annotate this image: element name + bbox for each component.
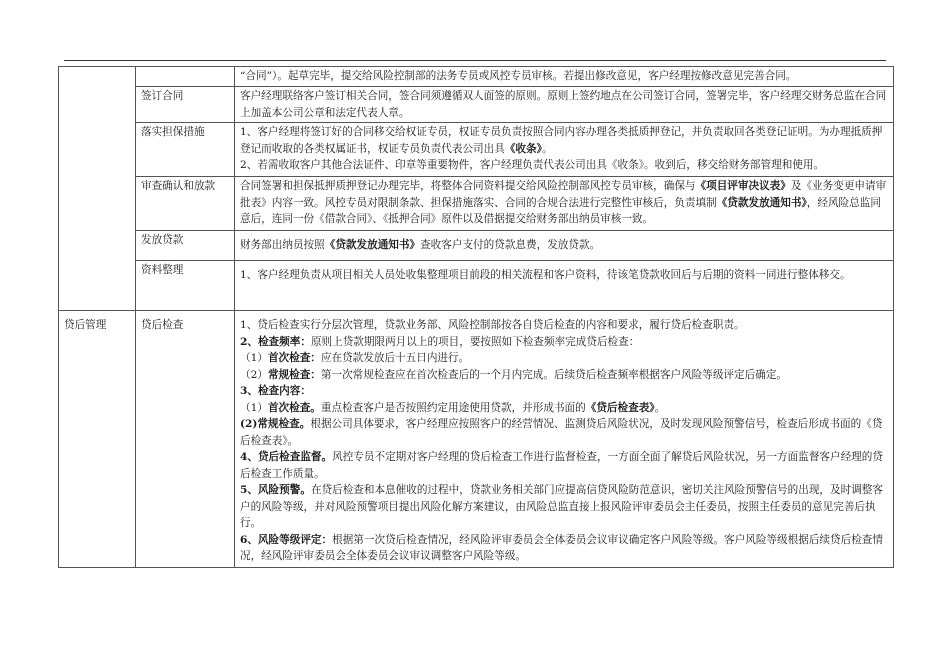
table-row [59,67,894,87]
step-cell [136,311,235,568]
text-segment: 。 [541,142,553,155]
content-paragraph [240,88,888,121]
content-paragraph [240,157,888,174]
bold-text-segment: 首次检查。 [267,401,321,414]
table-row [59,311,894,568]
content-cell [235,261,894,311]
content-paragraph [240,237,888,254]
phase-cell [59,311,136,568]
bold-text-segment: 《贷款发放通知书》 [324,239,421,252]
text-segment: “合同”）。起草完毕，提交给风险控制部的法务专员或风控专员审核。若提出修改意见，客户经理按修改意见完善合同。 [240,70,797,82]
text-segment: 1、贷后检查实行分层次管理，贷款业务部、风险控制部按各自贷后检查的内容和要求，履行贷后检查职责。 [240,319,745,331]
text-segment: 原则上贷款期限两月以上的项目，要按照如下检查频率完成贷后检查： [310,335,640,348]
text-segment: 根据第一次贷后检查情况，经风险评审委员会全体委员会议审议确定客户风险等级。客户风险等级根据后续贷后检查情况，经风险评审委员会全体委员会议审议调整客户风险等级。 [240,533,883,562]
content-cell [235,311,894,568]
content-cell [235,177,894,231]
content-cell [235,231,894,261]
table-row [59,123,894,177]
content-paragraph [240,367,888,384]
text-segment: 2、若需收取客户其他合法证件、印章等重要物件，客户经理负责代表公司出具《收条》。收到后，移交给财务部管理和使用。 [240,159,825,171]
process-table-body [59,67,894,568]
bold-text-segment: 6、风险等级评定： [240,533,333,546]
bold-text-segment: (2)常规检查。 [240,418,311,430]
step-cell [136,177,235,231]
content-paragraph [240,449,888,482]
header-rule [64,60,886,61]
table-row [59,261,894,311]
content-paragraph [240,416,888,449]
text-segment: 重点检查客户是否按照约定用途使用贷款，并形成书面的 [320,401,586,414]
text-segment: （2） [240,368,268,381]
phase-label: 贷后管理 [64,319,107,331]
text-segment: 。 [654,401,666,414]
text-segment: 应在贷款发放后十五日内进行。 [320,352,470,364]
bold-text-segment: 4、贷后检查监督。 [240,451,333,463]
text-segment: 风控专员不定期对客户经理的贷后检查工作进行监督检查，一方面全面了解贷后风险状况，另一方面监督客户经理的贷后检查工作质量。 [240,451,883,480]
text-segment: 在贷后检查和本息催收的过程中，贷款业务相关部门应提高信贷风险防范意识，密切关注风险预警信号的出现，及时调整客户的风险等级，并对风险预警项目提出风险化解方案建议，由风险总监直接上报风险评审委员会主任委员，按照主任委员的意见完善后执行。 [240,484,883,529]
content-paragraph [240,383,888,400]
table-row [59,177,894,231]
content-paragraph [240,400,888,417]
content-paragraph [240,317,888,334]
bold-text-segment: 常规检查： [267,368,321,381]
bold-text-segment: 《项目评审决议表》 [695,180,791,192]
bold-text-segment: 2、检查频率： [240,335,311,348]
text-segment: 1、客户经理负责从项目相关人员处收集整理项目前段的相关流程和客户资料，待该笔贷款收回后与后期的资料一同进行整体移交。 [240,269,851,281]
step-label: 落实担保措施 [141,126,205,138]
text-segment: 1、客户经理将签订好的合同移交给权证专员，权证专员负责按照合同内容办理各类抵质押登记，并负责取回各类登记证明。为办理抵质押登记而收取的各类权属证书，权证专员负责代表公司出具 [240,126,883,155]
step-cell [136,87,235,123]
bold-text-segment: 3、检查内容： [240,385,311,397]
bold-text-segment: 首次检查： [267,352,321,364]
text-segment: 查收客户支付的贷款息费，发放贷款。 [420,239,601,252]
text-segment: 财务部出纳员按照 [240,239,325,252]
bold-text-segment: 《收条》 [504,142,542,155]
text-segment: 客户经理联络客户签订相关合同，签合同须遵循双人面签的原则。原则上签约地点在公司签订合同，签署完毕，客户经理交财务总监在合同上加盖本公司公章和法定代表人章。 [240,90,887,119]
bold-text-segment: 5、风险预警。 [240,484,311,496]
text-segment: （1） [240,401,268,414]
content-cell [235,67,894,87]
content-paragraph [240,68,888,85]
text-segment: 根据公司具体要求，客户经理应按照客户的经营情况、监测贷后风险状况，及时发现风险预警信号，检查后形成书面的《贷后检查表》。 [240,418,883,447]
content-paragraph [240,350,888,367]
content-cell [235,87,894,123]
text-segment: 第一次常规检查应在首次检查后的一个月内完成。后续贷后检查频率根据客户风险等级评定后确定。 [320,368,788,381]
step-label: 发放贷款 [141,234,184,246]
table-row [59,87,894,123]
bold-text-segment: 《贷后检查表》 [585,401,655,414]
process-table [58,66,894,568]
step-cell [136,231,235,261]
step-label: 签订合同 [141,90,184,102]
text-segment: 及《业务变更申请审批表》内容一致。风控专员对限制条款、担保措施落实、合同的合规合法进行完整性审核后，负责填制 [240,180,887,209]
text-segment: （1） [240,352,268,364]
step-cell [136,123,235,177]
step-label: 审查确认和放款 [141,180,216,192]
phase-cell [59,67,136,311]
content-cell [235,123,894,177]
content-paragraph [240,334,888,351]
content-paragraph [240,482,888,532]
step-label: 资料整理 [141,264,184,276]
text-segment: ，经风险总监同意后，连同一份《借款合同》、《抵押合同》原件以及借据提交给财务部出纳员审核一致。 [240,196,881,225]
table-row [59,231,894,261]
step-label: 贷后检查 [141,319,184,331]
content-paragraph [240,178,888,228]
step-cell [136,261,235,311]
content-paragraph [240,532,888,565]
text-segment: 合同签署和担保抵押质押登记办理完毕，将整体合同资料提交给风险控制部风控专员审核，确保与 [240,180,696,192]
content-paragraph [240,124,888,157]
content-paragraph [240,267,888,284]
bold-text-segment: 《贷款发放通知书》 [716,196,807,209]
step-cell [136,67,235,87]
